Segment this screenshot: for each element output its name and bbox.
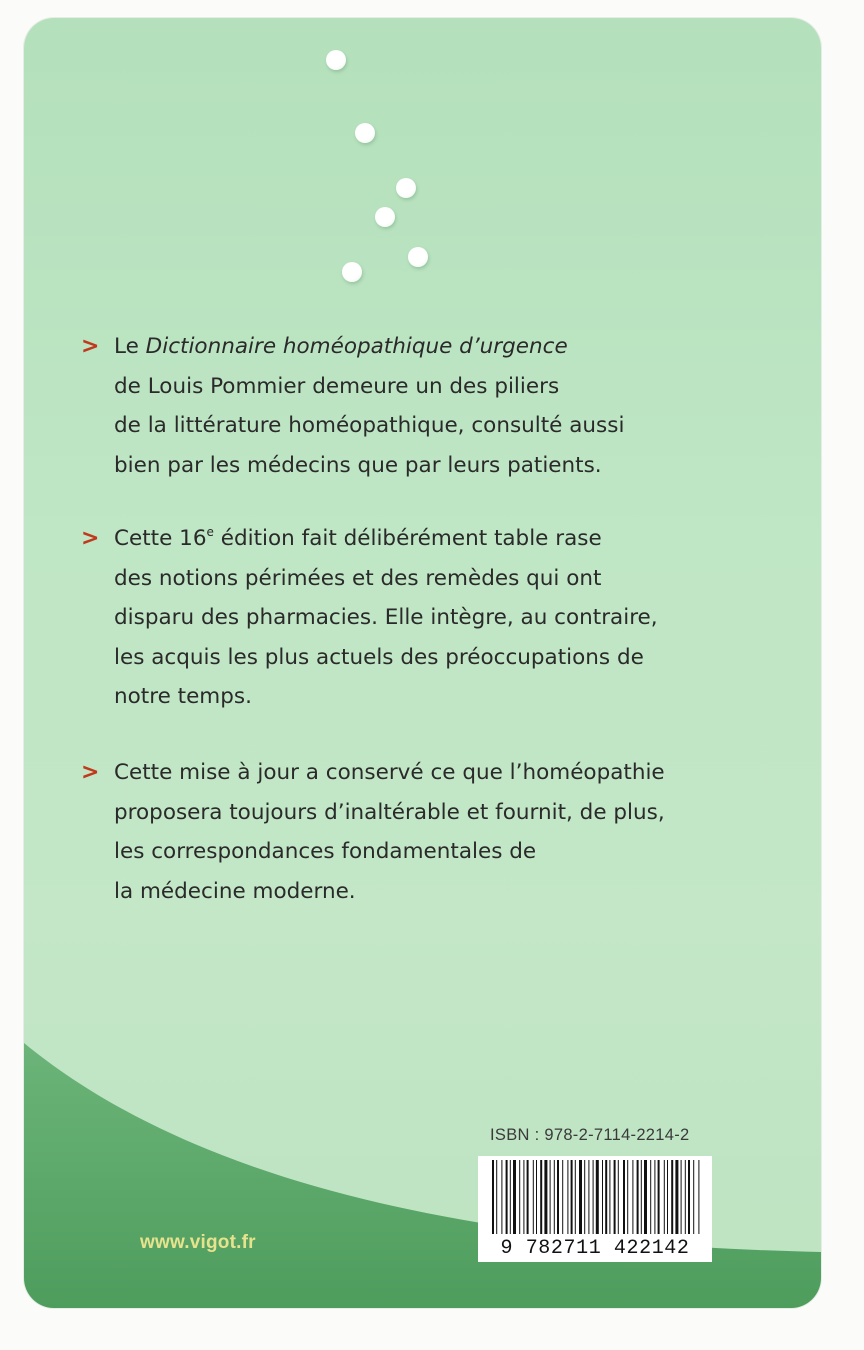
barcode-bar (527, 1160, 529, 1234)
barcode-bar (623, 1160, 625, 1234)
barcode-bar (588, 1160, 589, 1234)
barcode-bar (540, 1160, 542, 1234)
barcode-bar (664, 1160, 665, 1234)
paragraph-line: de Louis Pommier demeure un des piliers (114, 373, 560, 399)
paragraph-line: la médecine moderne. (114, 878, 356, 904)
barcode-bar (671, 1160, 673, 1234)
barcode-bar (644, 1160, 647, 1234)
bullet-chevron-icon: > (81, 334, 100, 359)
green-wave-shape (24, 18, 821, 1308)
barcode-bar (685, 1160, 686, 1234)
paragraph-line: Cette mise à jour a conservé ce que l’homéopathie (114, 760, 665, 785)
barcode-bar (632, 1160, 633, 1234)
barcode-bar (627, 1160, 628, 1234)
barcode-bar (501, 1160, 502, 1234)
barcode-bar (571, 1160, 573, 1234)
barcode-digits: 9 782711 422142 (500, 1237, 690, 1260)
barcode (478, 1156, 712, 1262)
barcode-bar (567, 1160, 568, 1234)
barcode-bar (618, 1160, 619, 1234)
barcode-bar (593, 1160, 594, 1234)
barcode-bar (693, 1160, 694, 1234)
barcode-bar (510, 1160, 511, 1234)
barcode-bar (533, 1160, 534, 1234)
isbn-number: ISBN : 978-2-7114-2214-2 (490, 1126, 690, 1144)
paragraph-line: Cette 16e édition fait délibérément table rase (114, 525, 602, 551)
barcode-bar (605, 1160, 607, 1234)
barcode-bar (519, 1160, 520, 1234)
book-title: Dictionnaire homéopathique d’urgence (145, 334, 568, 359)
paragraph-line: les acquis les plus actuels des préoccupations de (114, 644, 644, 670)
paragraph-line: disparu des pharmacies. Elle intègre, au contraire, (114, 605, 658, 630)
barcode-bar (641, 1160, 642, 1234)
paragraph-line: des notions périmées et des remèdes qui ont (114, 565, 602, 591)
barcode-bar (492, 1160, 494, 1234)
barcode-bar (596, 1160, 599, 1234)
paragraph-line: notre temps. (114, 684, 252, 709)
barcode-bar (579, 1160, 582, 1234)
bullet-chevron-icon: > (81, 760, 100, 785)
paragraph-line: proposera toujours d’inaltérable et fournit, de plus, (114, 799, 665, 825)
barcode-bar (698, 1160, 699, 1234)
barcode-bars (478, 1156, 712, 1238)
barcode-bar (536, 1160, 537, 1234)
barcode-bar (562, 1160, 563, 1234)
bullet-chevron-icon: > (81, 526, 100, 551)
publisher-website-link[interactable]: www.vigot.fr (140, 1232, 256, 1253)
barcode-bar (609, 1160, 610, 1234)
barcode-bar (523, 1160, 524, 1234)
barcode-bar (614, 1160, 616, 1234)
barcode-bar (654, 1160, 655, 1234)
barcode-bar (496, 1160, 497, 1234)
barcode-bar (544, 1160, 547, 1234)
paragraph-line: bien par les médecins que par leurs patients. (114, 452, 602, 478)
barcode-bar (681, 1160, 682, 1234)
barcode-bar (554, 1160, 555, 1234)
barcode-bar (637, 1160, 639, 1234)
book-back-cover (24, 18, 821, 1308)
paragraph-line: de la littérature homéopathique, consulté aussi (114, 413, 625, 438)
barcode-bar (550, 1160, 551, 1234)
barcode-bar (675, 1160, 678, 1234)
barcode-bar (506, 1160, 508, 1234)
barcode-bar (584, 1160, 585, 1234)
barcode-bar (575, 1160, 576, 1234)
barcode-bar (602, 1160, 603, 1234)
barcode-bar (688, 1160, 690, 1234)
barcode-bar (513, 1160, 516, 1234)
barcode-bar (557, 1160, 559, 1234)
paragraph-line: Le Dictionnaire homéopathique d’urgence (114, 334, 568, 359)
barcode-bar (658, 1160, 660, 1234)
paragraph-line: les correspondances fondamentales de (114, 839, 537, 864)
barcode-bar (650, 1160, 651, 1234)
barcode-bar (667, 1160, 668, 1234)
